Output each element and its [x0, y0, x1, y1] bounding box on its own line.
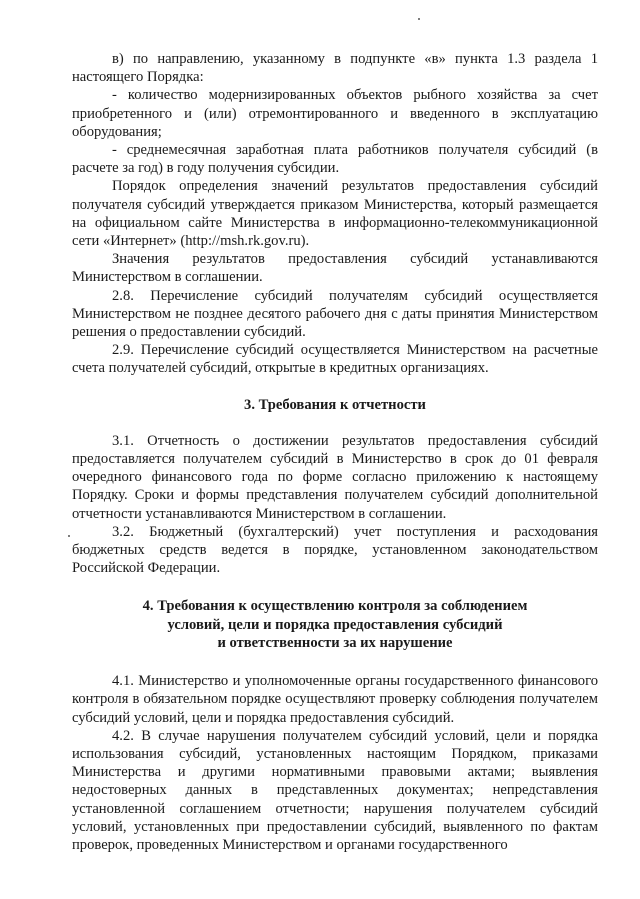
section-4-heading-line-2: условий, цели и порядка предоставления субсидий	[167, 616, 503, 633]
paragraph-values: Значения результатов предоставления субсидий устанавливаются Министерством в соглашении.	[72, 251, 598, 286]
scan-speck	[68, 535, 70, 537]
section-3-heading: 3. Требования к отчетности	[244, 396, 426, 413]
paragraph-3-2: 3.2. Бюджетный (бухгалтерский) учет поступления и расходования бюджетных средств ведется в порядке, установленном законодательством Российской Федерации.	[72, 523, 598, 577]
paragraph-v: в) по направлению, указанному в подпункте «в» пункта 1.3 раздела 1 настоящего Порядка:	[72, 51, 598, 86]
scan-speck	[418, 18, 420, 20]
paragraph-4-2: 4.2. В случае нарушения получателем субсидий условий, цели и порядка использования субсидий, установленных настоящим Порядком, приказами Министерства и другими нормативными правовыми актами; выявления недостоверных данных в представленных документах; непредставления установленной соглашением отчетности; нарушения получателем субсидий условий, установленных при предоставлении субсидий, выявленного по фактам проверок, проведенных Министерством и органами государственного	[72, 727, 598, 853]
paragraph-4-1: 4.1. Министерство и уполномоченные органы государственного финансового контроля в обязательном порядке осуществляют проверку соблюдения получателем субсидий условий, цели и порядка предоставления субсидий.	[72, 673, 598, 726]
paragraph-3-1: 3.1. Отчетность о достижении результатов предоставления субсидий предоставляется получателем субсидий в Министерство в срок до 01 февраля очередного финансового года по форме согласно приложению к настоящему Порядку. Сроки и формы представления получателем субсидий дополнительной отчетности устанавливаются Министерством в соглашении.	[72, 432, 598, 522]
section-4-heading-line-3: и ответственности за их нарушение	[217, 634, 453, 651]
paragraph-2-9: 2.9. Перечисление субсидий осуществляется Министерством на расчетные счета получателей субсидий, открытые в кредитных организациях.	[72, 342, 598, 377]
bullet-average-salary: - среднемесячная заработная плата работников получателя субсидий (в расчете за год) в году получения субсидии.	[72, 142, 598, 177]
paragraph-order-definition: Порядок определения значений результатов предоставления субсидий получателя субсидий утверждается приказом Министерства, который размещается на официальном сайте Министерства в информационно-телекоммуникационной сети «Интернет» (http://msh.rk.gov.ru).	[72, 178, 598, 250]
bullet-modernized-objects: - количество модернизированных объектов рыбного хозяйства за счет приобретенного и (или) отремонтированного и введенного в эксплуатацию оборудования;	[72, 87, 598, 140]
paragraph-2-8: 2.8. Перечисление субсидий получателям субсидий осуществляется Министерством не позднее десятого рабочего дня с даты принятия Министерством решения о предоставлении субсидий.	[72, 287, 598, 341]
section-4-heading-line-1: 4. Требования к осуществлению контроля за соблюдением	[142, 598, 528, 615]
